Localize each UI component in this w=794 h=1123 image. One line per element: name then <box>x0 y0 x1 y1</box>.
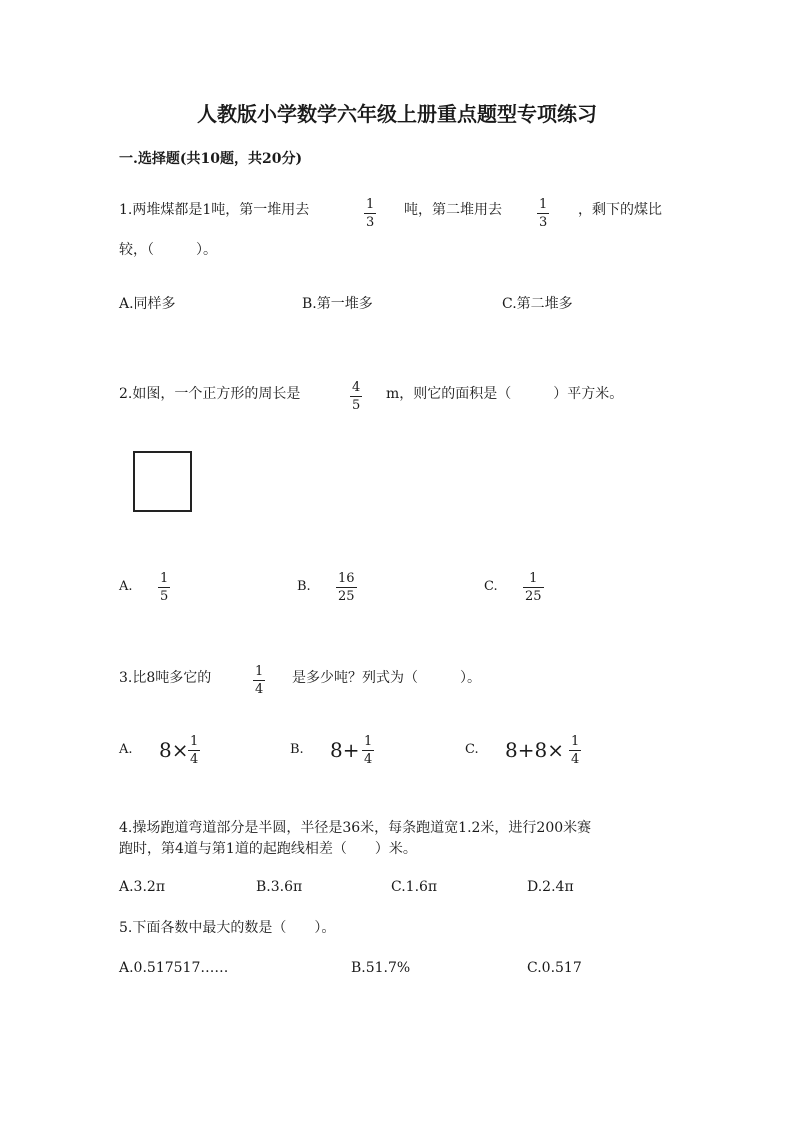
fraction-bar <box>188 750 200 751</box>
q2-fraction <box>350 380 362 413</box>
q2-option-a-fraction <box>158 571 170 604</box>
q1-text-part2: 吨，第二堆用去 <box>404 202 502 218</box>
q2-option-c-fraction <box>523 571 544 604</box>
section-header: 一.选择题(共10题，共20分) <box>119 151 303 167</box>
q4-option-c: C.1.6π <box>391 879 438 895</box>
q5-text-line1: 5.下面各数中最大的数是（ ）。 <box>119 920 336 936</box>
q4-text-line1: 4.操场跑道弯道部分是半圆，半径是36米，每条跑道宽1.2米，进行200米赛 <box>119 820 592 836</box>
fraction-numerator: 1 <box>364 734 373 749</box>
q2-option-a-label: A. <box>119 579 133 594</box>
fraction-numerator: 16 <box>338 571 355 586</box>
q2-option-c-label: C. <box>484 579 498 594</box>
q1-text-part1: 1.两堆煤都是1吨，第一堆用去 <box>119 202 310 218</box>
fraction-bar <box>336 587 357 588</box>
q2-option-b-label: B. <box>297 579 311 594</box>
fraction-bar <box>523 587 544 588</box>
page-title: 人教版小学数学六年级上册重点题型专项练习 <box>197 102 597 126</box>
fraction-denominator: 3 <box>366 215 375 230</box>
fraction-numerator: 1 <box>190 734 199 749</box>
q3-option-b-expression: 8+ <box>330 738 360 762</box>
q2-option-b-fraction <box>336 571 357 604</box>
q1-option-c: C.第二堆多 <box>502 296 573 312</box>
fraction-denominator: 5 <box>160 589 169 604</box>
fraction-numerator: 4 <box>352 380 361 395</box>
q1-fraction-1 <box>364 197 376 230</box>
fraction-denominator: 5 <box>352 398 361 413</box>
fraction-bar <box>364 213 376 214</box>
q2-text-part2: m，则它的面积是（ ）平方米。 <box>386 386 624 402</box>
fraction-bar <box>350 396 362 397</box>
fraction-denominator: 4 <box>571 752 580 767</box>
fraction-denominator: 4 <box>255 682 264 697</box>
q4-text-line2: 跑时，第4道与第1道的起跑线相差（ ）米。 <box>119 841 417 857</box>
q5-option-b: B.51.7% <box>351 960 411 976</box>
q3-option-c-label: C. <box>465 742 479 757</box>
fraction-bar <box>569 750 581 751</box>
q5-option-a: A.0.517517…… <box>119 960 229 976</box>
fraction-denominator: 25 <box>338 589 355 604</box>
q5-option-c: C.0.517 <box>527 960 582 976</box>
q3-option-c-expression: 8+8× <box>505 738 564 762</box>
fraction-numerator: 1 <box>255 664 264 679</box>
q3-text-part2: 是多少吨？列式为（ ）。 <box>292 670 481 686</box>
q4-option-d: D.2.4π <box>527 879 574 895</box>
q1-text-part3: ，剩下的煤比 <box>578 202 662 218</box>
square-figure <box>133 451 192 512</box>
fraction-bar <box>537 213 549 214</box>
q1-option-b: B.第一堆多 <box>302 296 373 312</box>
q3-option-a-expression: 8× <box>159 738 189 762</box>
q3-text-part1: 3.比8吨多它的 <box>119 670 212 686</box>
q4-option-a: A.3.2π <box>119 879 166 895</box>
fraction-numerator: 1 <box>539 197 548 212</box>
fraction-denominator: 4 <box>364 752 373 767</box>
q2-text-part1: 2.如图，一个正方形的周长是 <box>119 386 301 402</box>
q1-text-line2: 较，（ ）。 <box>119 242 217 258</box>
q4-option-b: B.3.6π <box>256 879 303 895</box>
fraction-numerator: 1 <box>366 197 375 212</box>
fraction-bar <box>362 750 374 751</box>
fraction-numerator: 1 <box>571 734 580 749</box>
fraction-bar <box>158 587 170 588</box>
fraction-denominator: 25 <box>525 589 542 604</box>
q3-option-b-fraction <box>362 734 374 767</box>
fraction-denominator: 3 <box>539 215 548 230</box>
q1-fraction-2 <box>537 197 549 230</box>
fraction-numerator: 1 <box>160 571 169 586</box>
fraction-denominator: 4 <box>190 752 199 767</box>
q3-fraction <box>253 664 265 697</box>
q1-option-a: A.同样多 <box>119 296 176 312</box>
q3-option-a-label: A. <box>119 742 133 757</box>
fraction-numerator: 1 <box>529 571 538 586</box>
q3-option-c-fraction <box>569 734 581 767</box>
q3-option-a-fraction <box>188 734 200 767</box>
q3-option-b-label: B. <box>290 742 304 757</box>
fraction-bar <box>253 680 265 681</box>
